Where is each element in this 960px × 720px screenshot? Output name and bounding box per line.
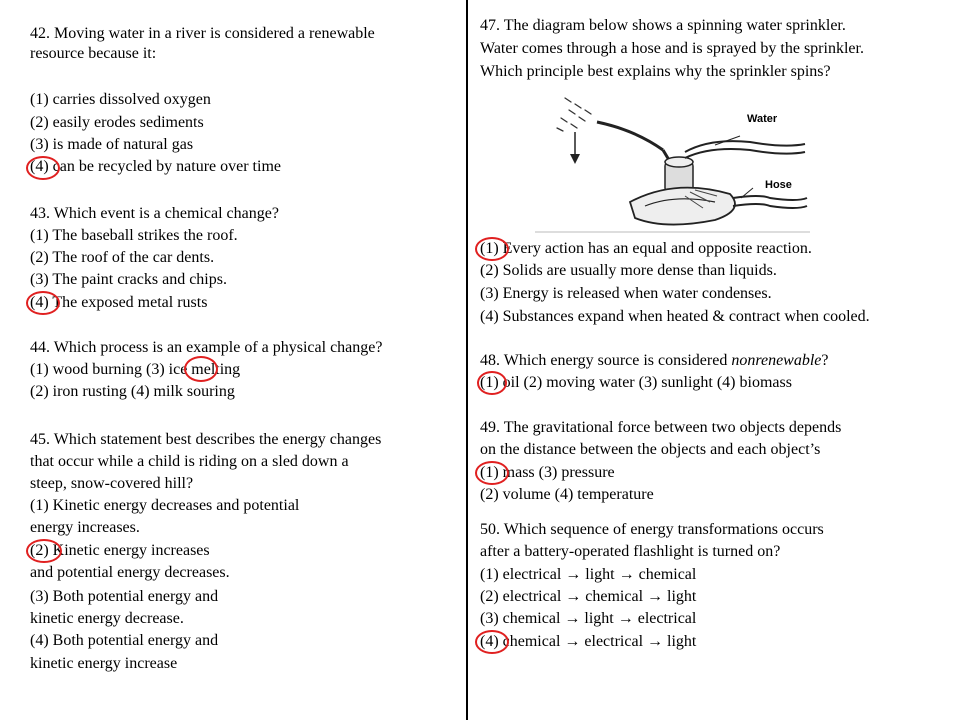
diagram-label-hose: Hose [765,179,792,191]
q45-option-3-line-2: kinetic energy decrease. [30,610,184,627]
q45-option-1-line-1: (1) Kinetic energy decreases and potential [30,497,300,514]
q45-stem-line-3: steep, snow-covered hill? [30,475,194,492]
q50-stem-line-2: after a battery-operated flashlight is turned on? [480,543,781,560]
q50-option-4: (4) chemical → electrical → light [480,633,697,650]
q45-option-2-line-1: (2) Kinetic energy increases [30,542,210,559]
q45-option-1-line-2: energy increases. [30,519,140,536]
q43-answer-circle [26,291,60,315]
q50-option-3: (3) chemical → light → electrical [480,610,697,627]
q42-answer-circle [26,156,60,180]
q45-option-4-line-1: (4) Both potential energy and [30,632,219,649]
q49-stem-line-2: on the distance between the objects and each object’s [480,441,821,458]
q49-options-row-2: (2) volume (4) temperature [480,486,654,503]
column-divider [466,0,468,720]
q50-option-1: (1) electrical → light → chemical [480,566,697,583]
q44-options-row-2: (2) iron rusting (4) milk souring [30,383,235,400]
q45-option-4-line-2: kinetic energy increase [30,655,178,672]
q44-answer-circle [184,356,218,382]
q45-option-2-line-2: and potential energy decreases. [30,564,230,581]
q48-stem [480,352,829,370]
q48-options: (1) oil (2) moving water (3) sunlight (4) biomass [480,374,792,391]
q45-option-3-line-1: (3) Both potential energy and [30,588,219,605]
q49-answer-circle [475,461,509,485]
q43-option-4: (4) The exposed metal rusts [30,294,208,311]
q50-stem-line-1: 50. Which sequence of energy transformations occurs [480,521,824,538]
q42-option-4: (4) can be recycled by nature over time [30,158,281,175]
q48-answer-circle [477,371,507,395]
q43-stem: 43. Which event is a chemical change? [30,205,279,222]
q47-option-4: (4) Substances expand when heated & contract when cooled. [480,308,870,325]
q42-stem-line-2: resource because it: [30,45,157,62]
q47-answer-circle [475,237,509,261]
q45-stem-line-1: 45. Which statement best describes the energy changes [30,431,382,448]
q47-stem-line-1: 47. The diagram below shows a spinning water sprinkler. [480,17,846,34]
q42-option-3: (3) is made of natural gas [30,136,194,153]
q47-option-3: (3) Energy is released when water condenses. [480,285,772,302]
sprinkler-diagram [535,90,810,235]
q44-stem: 44. Which process is an example of a physical change? [30,339,383,356]
q47-stem-line-3: Which principle best explains why the sprinkler spins? [480,63,831,80]
q48-stem-before: 48. Which energy source is considered [480,352,732,369]
q42-option-2: (2) easily erodes sediments [30,114,204,131]
q43-option-3: (3) The paint cracks and chips. [30,271,227,288]
q48-stem-after: ? [821,352,829,369]
q43-option-2: (2) The roof of the car dents. [30,249,215,266]
q45-stem-line-2: that occur while a child is riding on a sled down a [30,453,349,470]
q42-stem-line-1: 42. Moving water in a river is considered a renewable [30,25,375,42]
q48-stem-emphasis: nonrenewable [731,352,822,369]
q49-stem-line-1: 49. The gravitational force between two objects depends [480,419,842,436]
q47-option-1: (1) Every action has an equal and opposite reaction. [480,240,812,257]
q43-option-1: (1) The baseball strikes the roof. [30,227,238,244]
q49-options-row-1: (1) mass (3) pressure [480,464,615,481]
q50-option-2: (2) electrical → chemical → light [480,588,697,605]
diagram-label-water: Water [747,113,778,125]
q42-option-1: (1) carries dissolved oxygen [30,91,211,108]
q45-answer-circle [26,539,62,563]
q50-answer-circle [475,630,509,654]
q47-stem-line-2: Water comes through a hose and is sprayed by the sprinkler. [480,40,864,57]
q47-option-2: (2) Solids are usually more dense than liquids. [480,262,777,279]
q44-options-row-1: (1) wood burning (3) ice melting [30,361,241,378]
